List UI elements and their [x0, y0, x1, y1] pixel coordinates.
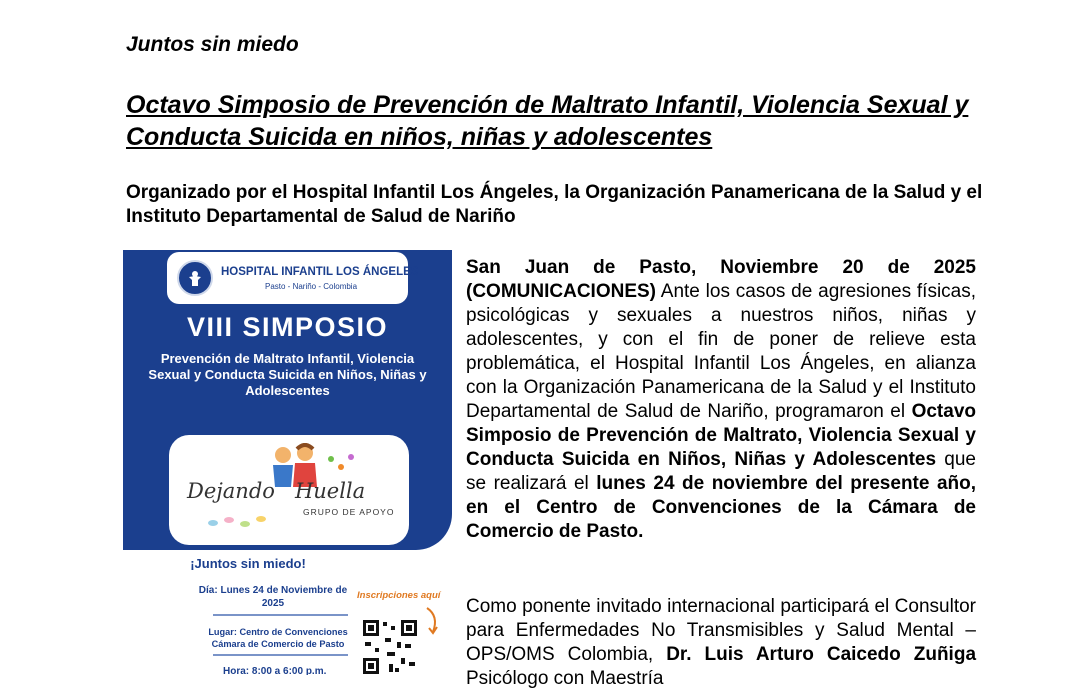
poster-slogan: ¡Juntos sin miedo! [190, 556, 306, 571]
hospital-location: Pasto - Nariño - Colombia [265, 282, 358, 291]
paragraph-text: Psicólogo con Maestría [466, 668, 664, 689]
poster-event-subtitle: Prevención de Maltrato Infantil, Violencia Sexual y Conducta Suicida en Niños, Niñas y Adolescentes [148, 351, 427, 398]
paragraph-text: Ante los casos de agresiones físicas, psicológicas y sexuales a nuestros niños, niñas y adolescentes, y con el fin de poner de relieve esta problemática, el Hospital Infantil Los Ángeles, en alianza con la Organización Panamericana de la Salud y el Instituto Departamental de Salud de Nariño, programaron el [466, 281, 977, 422]
dateline: San Juan de Pasto, Noviembre 20 de 2025 (COMUNICACIONES) [466, 257, 976, 302]
signup-qr-code-icon[interactable] [361, 618, 419, 675]
paragraph-text: Como ponente invitado internacional participará el Consultor para Enfermedades No Transmisibles y Salud Mental – OPS/OMS Colombia, [466, 596, 976, 665]
hospital-logo-box [167, 252, 419, 304]
speaker-name: Dr. Luis Arturo Caicedo Zuñiga [666, 644, 977, 665]
event-poster [123, 250, 452, 675]
poster-divider [213, 614, 348, 616]
poster-header-panel [123, 250, 452, 550]
brand-left: Dejando [187, 479, 275, 503]
event-when-where: lunes 24 de noviembre del presente año, en el Centro de Convenciones de la Cámara de Comercio de Pasto. [466, 473, 977, 542]
brand-right: Huella [294, 479, 366, 503]
footprints-icon [205, 511, 275, 531]
event-name: Octavo Simposio de Prevención de Maltrato, Violencia Sexual y Conducta Suicida en Niños, Niñas y Adolescentes [466, 401, 976, 470]
poster-time: Hora: 8:00 a 6:00 p.m. [223, 666, 327, 675]
hospital-name: HOSPITAL INFANTIL LOS ÁNGELES [221, 266, 419, 278]
poster-divider [213, 654, 348, 656]
article-paragraph-2 [466, 595, 976, 691]
brand-tagline: GRUPO DE APOYO [303, 507, 395, 517]
article-paragraph-1 [466, 256, 976, 544]
poster-event-title: VIII SIMPOSIO [186, 312, 389, 342]
brand-wordmark [187, 479, 365, 503]
article-subtitle: Organizado por el Hospital Infantil Los Ángeles, la Organización Panamericana de la Salud y el Instituto Departamental de Salud de Nariño [126, 182, 983, 227]
paragraph-text: que se realizará el [466, 449, 976, 494]
signup-label: Inscripciones aquí [357, 590, 441, 601]
poster-place: Lugar: Centro de Convenciones Cámara de Comercio de Pasto [208, 627, 348, 649]
article-title: Octavo Simposio de Prevención de Maltrato Infantil, Violencia Sexual y Conducta Suicida en niños, niñas y adolescentes [126, 91, 969, 151]
kicker-heading: Juntos sin miedo [126, 33, 299, 56]
poster-date: Día: Lunes 24 de Noviembre de 2025 [198, 585, 348, 609]
support-group-card [169, 435, 409, 545]
arrow-down-icon [423, 606, 443, 636]
hospital-emblem-icon [177, 260, 213, 296]
